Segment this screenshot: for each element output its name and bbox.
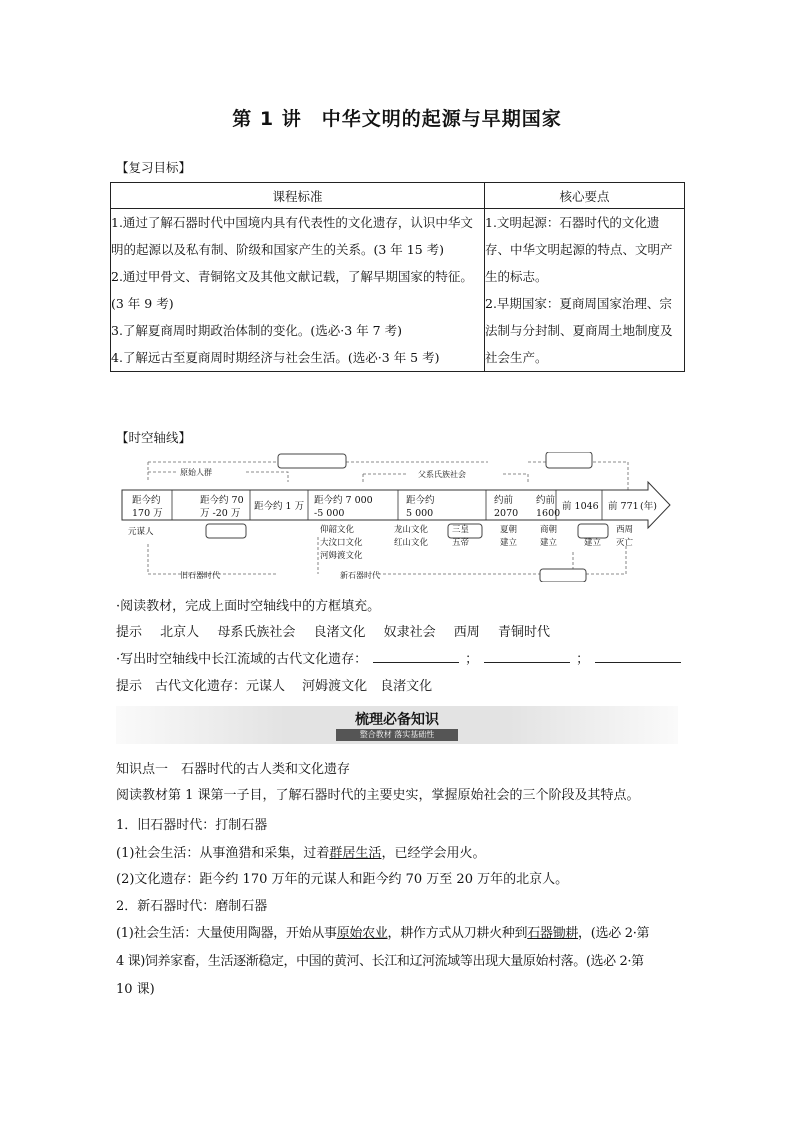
culture-label: 夏朝 [500,525,518,535]
blank-box[interactable] [278,454,346,468]
axis-label: 前 1046 [562,501,599,512]
key-point-item: 1.文明起源：石器时代的文化遗存、中华文明起源的特点、文明产生的标志。 [485,215,673,284]
knowledge-s2: 2．新石器时代：磨制石器 [116,899,268,914]
banner-title: 梳理必备知识 [355,712,439,728]
culture-label: 河姆渡文化 [320,551,363,561]
culture-label: 建立 [584,538,602,548]
key-term: 石器锄耕 [527,926,579,941]
culture-label: 龙山文化 [394,525,429,535]
axis-label: 1600 [536,508,561,519]
knowledge-s1-1 [116,842,682,861]
axis-label: 5 000 [406,508,434,519]
axis-label: (年) [640,501,657,512]
axis-label: 距今约 1 万 [254,501,305,512]
culture-label: 仰韶文化 [320,525,355,535]
separator: ； [465,652,479,667]
banner-subtitle: 整合教材 落实基础性 [336,729,458,741]
axis-label: 约前 [536,495,556,506]
key-point-item: 2.早期国家：夏商周国家治理、宗法制与分封制、夏商周土地制度及社会生产。 [485,296,673,365]
hint-item: 北京人 [160,625,200,640]
axis-label: 距今约 [406,495,435,506]
axis-label: 2070 [494,508,519,519]
knowledge-s1-2: (2)文化遗存：距今约 170 万年的元谋人和距今约 70 万至 20 万年的北京人。 [116,872,569,887]
hint-item: 母系氏族社会 [217,625,296,640]
separator: ； [576,652,590,667]
text: (1)社会生活：从事渔猎和采集，过着 [116,846,330,861]
hint-item: 西周 [453,625,480,640]
knowledge-intro: 阅读教材第 1 课第一子目，了解石器时代的主要史实，掌握原始社会的三个阶段及其特点。 [116,788,640,803]
page-title: 第 1 讲 中华文明的起源与早期国家 [232,108,562,130]
standard-item: 4.了解远古至夏商周时期经济与社会生活。(选必·3 年 5 考) [111,350,440,365]
axis-label: -5 000 [314,508,345,519]
group-label: 旧石器时代 [180,571,220,580]
standards-cell [111,209,485,372]
culture-label: 五帝 [452,538,470,548]
timeline-label: 【时空轴线】 [116,430,192,445]
key-points-cell [485,209,685,372]
answer-blank[interactable] [484,650,570,663]
hint-1 [116,621,564,640]
axis-label: 约前 [494,495,514,506]
culture-label: 红山文化 [394,538,429,548]
answer-blank[interactable] [373,650,459,663]
axis-label: 万 -20 万 [200,508,241,519]
hint-label: 提示 [116,625,143,640]
axis-label: 距今约 7 000 [314,495,373,506]
culture-label: 灭亡 [616,538,634,548]
blank-box[interactable] [578,524,608,538]
axis-label: 前 771 [608,501,639,512]
col-header-key-points: 核心要点 [485,183,685,209]
knowledge-s2-1 [116,922,682,941]
hint-item: 良渚文化 [313,625,366,640]
text: ，(选必 2·第 [578,926,650,941]
group-label: 原始人群 [180,468,212,477]
culture-label: 商朝 [540,525,558,535]
culture-label: 建立 [500,538,518,548]
question-2-text: ·写出时空轴线中长江流域的古代文化遗存： [116,652,368,667]
culture-label: 建立 [540,538,558,548]
axis-label: 距今约 [132,495,161,506]
key-term: 群居生活 [329,846,382,861]
axis-label: 距今约 70 [200,495,244,506]
section-banner [116,706,678,744]
group-label: 父系氏族社会 [418,470,466,479]
culture-label: 大汶口文化 [320,538,363,548]
question-1: ·阅读教材，完成上面时空轴线中的方框填充。 [116,599,381,614]
timeline-diagram [118,452,678,582]
answer-blank[interactable] [595,650,681,663]
key-term: 原始农业 [336,926,388,941]
standard-item: 1.通过了解石器时代中国境内具有代表性的文化遗存，认识中华文明的起源以及私有制、阶级和国家产生的关系。(3 年 15 考) [111,215,473,257]
review-goals-label: 【复习目标】 [116,160,192,175]
hint-item: 奴隶社会 [383,625,436,640]
review-goals-table [110,182,685,372]
text: ，耕作方式从刀耕火种到 [387,926,528,941]
standard-item: 3.了解夏商周时期政治体制的变化。(选必·3 年 7 考) [111,323,402,338]
blank-box[interactable] [546,452,592,468]
culture-label: 元谋人 [128,527,154,537]
knowledge-heading: 知识点一 石器时代的古人类和文化遗存 [116,762,351,777]
knowledge-s2-1-end: 10 课) [116,982,155,997]
knowledge-s2-1-cont: 4 课)饲养家畜，生活逐渐稳定，中国的黄河、长江和辽河流域等出现大量原始村落。(选必 2·第 [116,954,644,969]
culture-label: 三皇 [452,525,470,535]
standard-item: 2.通过甲骨文、青铜铭文及其他文献记载，了解早期国家的特征。 (3 年 9 考) [111,269,473,311]
blank-box[interactable] [540,569,586,582]
axis-label: 170 万 [132,508,163,519]
hint-2 [116,675,432,694]
blank-box[interactable] [206,524,246,538]
culture-label: 西周 [616,525,634,535]
hint-text: 古代文化遗存：元谋人 河姆渡文化 良渚文化 [155,679,433,694]
hint-item: 青铜时代 [497,625,550,640]
col-header-standards: 课程标准 [111,183,485,209]
hint-label: 提示 [116,679,143,694]
group-label: 新石器时代 [340,571,380,580]
question-2 [116,648,687,667]
knowledge-s1: 1．旧石器时代：打制石器 [116,818,268,833]
text: (1)社会生活：大量使用陶器，开始从事 [116,926,337,941]
text: ，已经学会用火。 [381,846,486,861]
